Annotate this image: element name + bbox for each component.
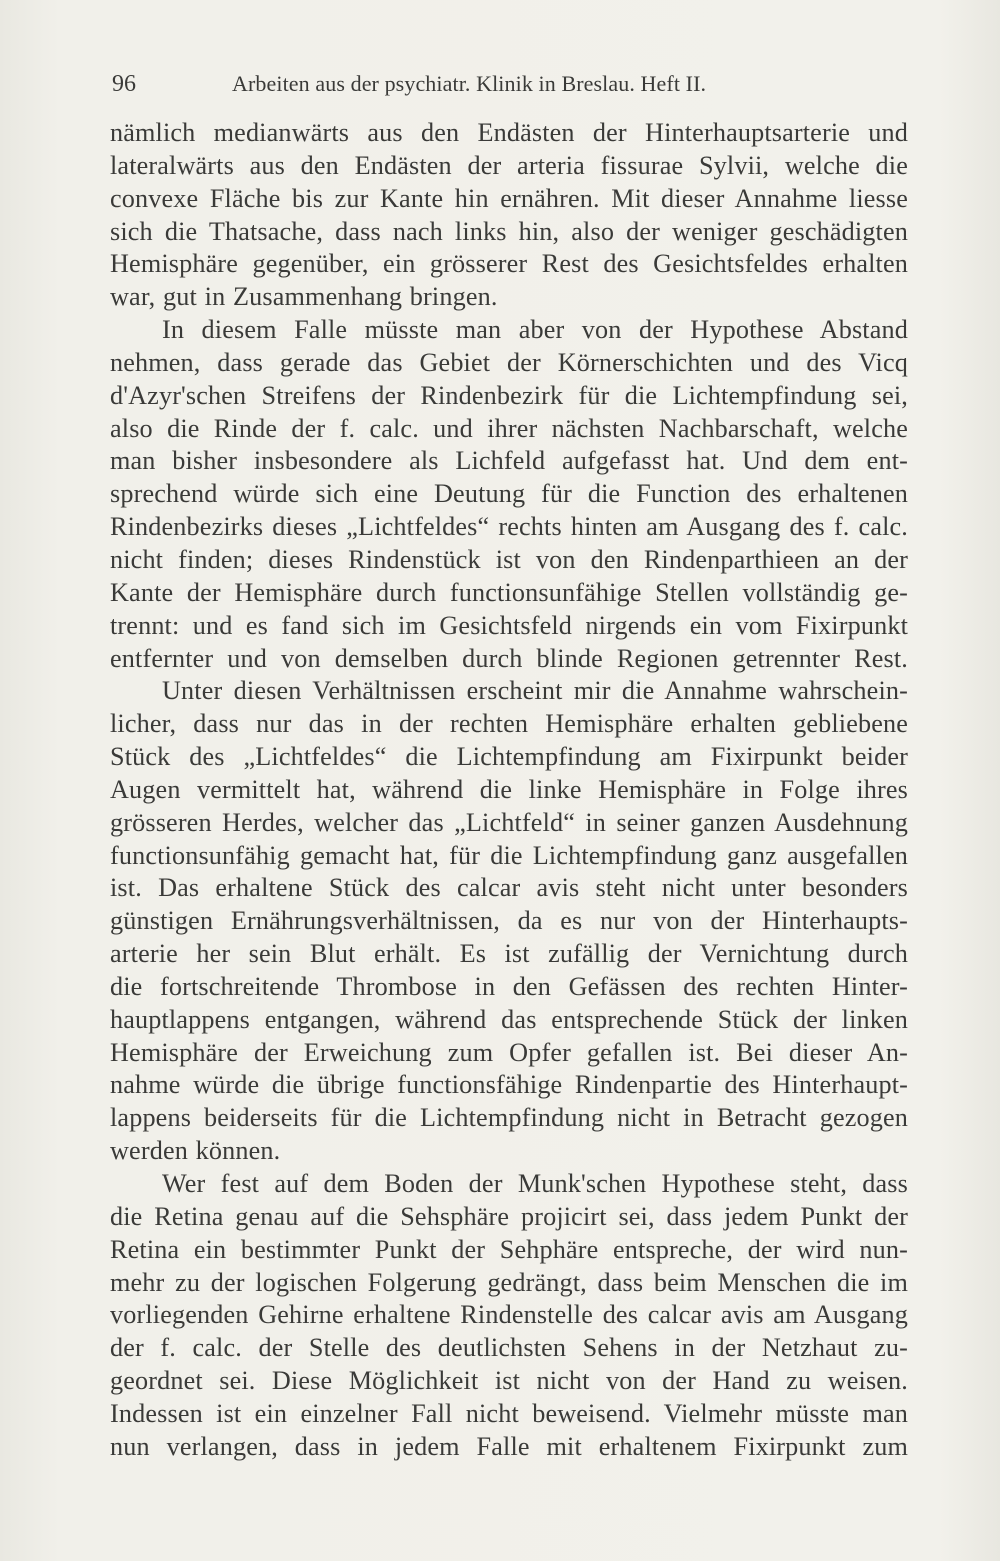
text-line: nämlich medianwärts aus den Endästen der Hinterhauptsarterie und: [110, 118, 908, 147]
text-line: trennt: und es fand sich im Gesichtsfeld nirgends ein vom Fixirpunkt: [110, 610, 908, 640]
text-line: functionsunfähig gemacht hat, für die Lichtempfindung ganz ausgefallen: [110, 840, 908, 870]
text-line: vorliegenden Gehirne erhaltene Rindenstelle des calcar avis am Ausgang: [110, 1300, 908, 1330]
text-line: grösseren Herdes, welcher das „Lichtfeld“ in seiner ganzen Ausdehnung: [110, 807, 908, 837]
text-line: nahme würde die übrige functionsfähige Rindenpartie des Hinterhaupt-: [110, 1070, 908, 1100]
text-line: arterie her sein Blut erhält. Es ist zufällig der Vernichtung durch: [110, 939, 908, 969]
text-line: Unter diesen Verhältnissen erscheint mir die Annahme wahrschein-: [162, 676, 908, 706]
text-line: sich die Thatsache, dass nach links hin, also der weniger geschädigten: [110, 216, 908, 246]
text-line: also die Rinde der f. calc. und ihrer nächsten Nachbarschaft, welche: [110, 413, 908, 443]
text-line: Rindenbezirks dieses „Lichtfeldes“ rechts hinten am Ausgang des f. calc.: [110, 512, 908, 542]
text-line: d'Azyr'schen Streifens der Rindenbezirk für die Lichtempfindung sei,: [110, 380, 908, 410]
text-line: man bisher insbesondere als Lichfeld aufgefasst hat. Und dem ent-: [110, 446, 908, 476]
running-title: Arbeiten aus der psychiatr. Klinik in Breslau. Heft II.: [232, 71, 707, 96]
text-line: die Retina genau auf die Sehsphäre projicirt sei, dass jedem Punkt der: [110, 1201, 908, 1231]
text-line: licher, dass nur das in der rechten Hemisphäre erhalten gebliebene: [110, 709, 908, 739]
text-line: mehr zu der logischen Folgerung gedrängt, dass beim Menschen die im: [110, 1267, 908, 1297]
text-line: Indessen ist ein einzelner Fall nicht beweisend. Vielmehr müsste man: [110, 1398, 908, 1428]
text-line: Wer fest auf dem Boden der Munk'schen Hypothese steht, dass: [162, 1169, 908, 1198]
text-line: ist. Das erhaltene Stück des calcar avis steht nicht unter besonders: [110, 873, 908, 903]
text-line: convexe Fläche bis zur Kante hin ernähren. Mit dieser Annahme liesse: [110, 183, 908, 213]
page-header: [112, 64, 912, 104]
text-line: der f. calc. der Stelle des deutlichsten Sehens in der Netzhaut zu-: [110, 1333, 908, 1363]
body-text: [110, 117, 908, 1464]
text-line: nehmen, dass gerade das Gebiet der Körnerschichten und des Vicq: [110, 347, 908, 377]
text-line: Augen vermittelt hat, während die linke Hemisphäre in Folge ihres: [110, 774, 908, 804]
text-line: günstigen Ernährungsverhältnissen, da es nur von der Hinterhaupts-: [110, 906, 908, 936]
text-line: In diesem Falle müsste man aber von der Hypothese Abstand: [162, 315, 908, 345]
text-line: Kante der Hemisphäre durch functionsunfähige Stellen vollständig ge-: [110, 577, 908, 607]
text-line: werden können.: [110, 1136, 281, 1166]
text-line: entfernter und von demselben durch blinde Regionen getrennter Rest.: [110, 643, 908, 673]
text-line: Retina ein bestimmter Punkt der Sehphäre entspreche, der wird nun-: [110, 1234, 908, 1264]
text-line: geordnet sei. Diese Möglichkeit ist nicht von der Hand zu weisen.: [110, 1366, 908, 1396]
text-line: Hemisphäre gegenüber, ein grösserer Rest des Gesichtsfeldes erhalten: [110, 249, 908, 279]
text-line: die fortschreitende Thrombose in den Gefässen des rechten Hinter-: [110, 971, 908, 1001]
text-line: Stück des „Lichtfeldes“ die Lichtempfindung am Fixirpunkt beider: [110, 742, 908, 772]
text-line: Hemisphäre der Erweichung zum Opfer gefallen ist. Bei dieser An-: [110, 1037, 908, 1067]
text-line: lateralwärts aus den Endästen der arteria fissurae Sylvii, welche die: [110, 150, 908, 180]
page-number: 96: [112, 71, 136, 97]
text-line: hauptlappens entgangen, während das entsprechende Stück der linken: [110, 1004, 908, 1034]
text-line: sprechend würde sich eine Deutung für die Function des erhaltenen: [110, 479, 908, 509]
text-line: nicht finden; dieses Rindenstück ist von den Rindenparthieen an der: [110, 544, 908, 574]
text-line: war, gut in Zusammenhang bringen.: [110, 282, 498, 312]
text-line: nun verlangen, dass in jedem Falle mit erhaltenem Fixirpunkt zum: [110, 1431, 908, 1461]
text-line: lappens beiderseits für die Lichtempfindung nicht in Betracht gezogen: [110, 1103, 908, 1133]
